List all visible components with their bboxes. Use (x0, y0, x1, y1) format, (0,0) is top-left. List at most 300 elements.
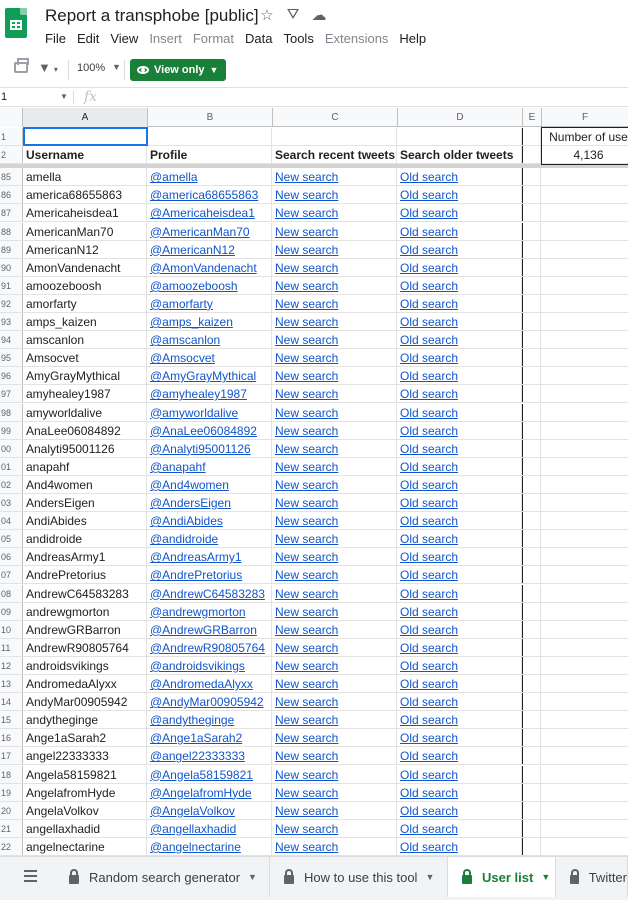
username-cell[interactable]: amscanlon (23, 331, 147, 348)
column-header-b[interactable]: B (148, 108, 273, 127)
new-search-link[interactable]: New search (272, 313, 397, 330)
menu-item-file[interactable]: File (45, 31, 66, 46)
new-search-link[interactable]: New search (272, 385, 397, 402)
chevron-down-icon[interactable]: ▼ (248, 872, 257, 882)
row-number[interactable]: 94 (0, 331, 23, 348)
menu-item-view[interactable]: View (110, 31, 139, 46)
cell-e[interactable] (522, 476, 541, 493)
cell-f[interactable] (541, 639, 628, 656)
cell-f[interactable] (541, 530, 628, 547)
cell-e[interactable] (522, 548, 541, 565)
profile-link[interactable]: @androidsvikings (147, 657, 272, 674)
new-search-link[interactable]: New search (272, 820, 397, 837)
document-title[interactable]: Report a transphobe [public] (45, 6, 259, 25)
new-search-link[interactable]: New search (272, 657, 397, 674)
sheets-logo-icon[interactable] (5, 8, 27, 38)
new-search-link[interactable]: New search (272, 295, 397, 312)
cell-f[interactable] (541, 820, 628, 837)
new-search-link[interactable]: New search (272, 512, 397, 529)
cell-e[interactable] (522, 494, 541, 511)
username-cell[interactable]: AmericanN12 (23, 241, 147, 258)
old-search-link[interactable]: Old search (397, 458, 522, 475)
row-number[interactable]: 10 (0, 621, 23, 638)
cell-e[interactable] (522, 313, 541, 330)
old-search-link[interactable]: Old search (397, 349, 522, 366)
new-search-link[interactable]: New search (272, 241, 397, 258)
row-number[interactable]: 92 (0, 295, 23, 312)
cell-e[interactable] (522, 295, 541, 312)
profile-link[interactable]: @AngelaVolkov (147, 802, 272, 819)
old-search-link[interactable]: Old search (397, 512, 522, 529)
old-search-link[interactable]: Old search (397, 204, 522, 221)
cell-f[interactable] (541, 331, 628, 348)
header-cell-search-older[interactable]: Search older tweets (397, 146, 522, 163)
new-search-link[interactable]: New search (272, 639, 397, 656)
new-search-link[interactable]: New search (272, 458, 397, 475)
row-number[interactable]: 14 (0, 693, 23, 710)
cell-f[interactable] (541, 476, 628, 493)
profile-link[interactable]: @Americaheisdea1 (147, 204, 272, 221)
new-search-link[interactable]: New search (272, 566, 397, 583)
sheet-tab-twitter[interactable] (556, 857, 628, 897)
cell-f[interactable] (541, 385, 628, 402)
sheet-tab-user-list[interactable] (448, 857, 556, 897)
new-search-link[interactable]: New search (272, 603, 397, 620)
cell-f[interactable] (541, 711, 628, 728)
cell-e[interactable] (522, 693, 541, 710)
old-search-link[interactable]: Old search (397, 440, 522, 457)
cell-e[interactable] (522, 241, 541, 258)
row-number[interactable]: 16 (0, 729, 23, 746)
cell-f[interactable] (541, 838, 628, 855)
profile-link[interactable]: @AmericanN12 (147, 241, 272, 258)
cell-f[interactable] (541, 458, 628, 475)
username-cell[interactable]: angelnectarine (23, 838, 147, 855)
row-number[interactable]: 13 (0, 675, 23, 692)
cell-f[interactable] (541, 566, 628, 583)
new-search-link[interactable]: New search (272, 494, 397, 511)
cell-f[interactable] (541, 440, 628, 457)
new-search-link[interactable]: New search (272, 277, 397, 294)
new-search-link[interactable]: New search (272, 747, 397, 764)
cell-f[interactable] (541, 241, 628, 258)
username-cell[interactable]: AndromedaAlyxx (23, 675, 147, 692)
old-search-link[interactable]: Old search (397, 404, 522, 421)
old-search-link[interactable]: Old search (397, 295, 522, 312)
row-number[interactable]: 91 (0, 277, 23, 294)
cell-e[interactable] (522, 802, 541, 819)
row-number[interactable]: 87 (0, 204, 23, 221)
cell-e[interactable] (522, 349, 541, 366)
username-cell[interactable]: AndiAbides (23, 512, 147, 529)
new-search-link[interactable]: New search (272, 422, 397, 439)
new-search-link[interactable]: New search (272, 621, 397, 638)
username-cell[interactable]: amorfarty (23, 295, 147, 312)
profile-link[interactable]: @AmericanMan70 (147, 223, 272, 240)
profile-link[interactable]: @america68655863 (147, 186, 272, 203)
username-cell[interactable]: Amsocvet (23, 349, 147, 366)
cell-f[interactable] (541, 657, 628, 674)
row-number[interactable]: 15 (0, 711, 23, 728)
cell-e[interactable] (522, 621, 541, 638)
profile-link[interactable]: @amoozeboosh (147, 277, 272, 294)
new-search-link[interactable]: New search (272, 204, 397, 221)
row-number[interactable]: 05 (0, 530, 23, 547)
new-search-link[interactable]: New search (272, 675, 397, 692)
cell-e[interactable] (522, 675, 541, 692)
username-cell[interactable]: And4women (23, 476, 147, 493)
old-search-link[interactable]: Old search (397, 476, 522, 493)
profile-link[interactable]: @angellaxhadid (147, 820, 272, 837)
row-number[interactable]: 12 (0, 657, 23, 674)
row-number[interactable]: 88 (0, 223, 23, 240)
profile-link[interactable]: @amps_kaizen (147, 313, 272, 330)
cell-f[interactable] (541, 621, 628, 638)
profile-link[interactable]: @amorfarty (147, 295, 272, 312)
header-cell-profile[interactable] (147, 128, 272, 145)
row-number[interactable]: 03 (0, 494, 23, 511)
cell-f[interactable] (541, 693, 628, 710)
username-cell[interactable]: amyhealey1987 (23, 385, 147, 402)
chevron-down-icon[interactable]: ▼ (425, 872, 435, 882)
user-count-value[interactable]: 4,136 (573, 148, 604, 163)
cell-f[interactable] (541, 729, 628, 746)
old-search-link[interactable]: Old search (397, 675, 522, 692)
row-number[interactable]: 1 (0, 128, 23, 145)
username-cell[interactable]: AmericanMan70 (23, 223, 147, 240)
header-cell-profile[interactable]: Profile (147, 146, 272, 163)
profile-link[interactable]: @amscanlon (147, 331, 272, 348)
new-search-link[interactable]: New search (272, 711, 397, 728)
cell-e[interactable] (522, 603, 541, 620)
old-search-link[interactable]: Old search (397, 566, 522, 583)
username-cell[interactable]: angel22333333 (23, 747, 147, 764)
header-cell-search-older[interactable] (397, 128, 522, 145)
profile-link[interactable]: @AndreasArmy1 (147, 548, 272, 565)
new-search-link[interactable]: New search (272, 693, 397, 710)
old-search-link[interactable]: Old search (397, 585, 522, 602)
new-search-link[interactable]: New search (272, 585, 397, 602)
cell-e[interactable] (522, 784, 541, 801)
profile-link[interactable]: @AndromedaAlyxx (147, 675, 272, 692)
row-number[interactable]: 04 (0, 512, 23, 529)
row-number[interactable]: 17 (0, 747, 23, 764)
old-search-link[interactable]: Old search (397, 729, 522, 746)
menu-item-extensions[interactable]: Extensions (324, 31, 389, 46)
old-search-link[interactable]: Old search (397, 313, 522, 330)
row-number[interactable]: 99 (0, 422, 23, 439)
cell-e[interactable] (522, 729, 541, 746)
profile-link[interactable]: @Analyti95001126 (147, 440, 272, 457)
print-icon[interactable] (14, 62, 28, 73)
profile-link[interactable]: @And4women (147, 476, 272, 493)
filter-icon[interactable]: ▼ ▾ (38, 60, 58, 75)
username-cell[interactable]: AndrewC64583283 (23, 585, 147, 602)
old-search-link[interactable]: Old search (397, 766, 522, 783)
new-search-link[interactable]: New search (272, 440, 397, 457)
username-cell[interactable]: AndreasArmy1 (23, 548, 147, 565)
old-search-link[interactable]: Old search (397, 784, 522, 801)
profile-link[interactable]: @AndersEigen (147, 494, 272, 511)
column-header-a[interactable]: A (23, 108, 148, 127)
username-cell[interactable]: andidroide (23, 530, 147, 547)
zoom-select[interactable]: 100% (77, 62, 106, 74)
cell-e[interactable] (522, 766, 541, 783)
row-number[interactable]: 90 (0, 259, 23, 276)
cell-f[interactable] (541, 313, 628, 330)
row-number[interactable]: 06 (0, 548, 23, 565)
row-number[interactable]: 2 (0, 146, 23, 163)
sheet-tab-how-to-use-this-tool[interactable] (270, 857, 448, 897)
cell-e[interactable] (522, 331, 541, 348)
row-number[interactable]: 21 (0, 820, 23, 837)
row-number[interactable]: 19 (0, 784, 23, 801)
new-search-link[interactable]: New search (272, 331, 397, 348)
profile-link[interactable]: @AndyMar00905942 (147, 693, 272, 710)
cell-f[interactable] (541, 766, 628, 783)
username-cell[interactable]: amyworldalive (23, 404, 147, 421)
old-search-link[interactable]: Old search (397, 603, 522, 620)
cell-e[interactable] (522, 404, 541, 421)
old-search-link[interactable]: Old search (397, 241, 522, 258)
profile-link[interactable]: @amella (147, 168, 272, 185)
old-search-link[interactable]: Old search (397, 186, 522, 203)
cell-f[interactable] (541, 675, 628, 692)
cell-f[interactable] (541, 784, 628, 801)
old-search-link[interactable]: Old search (397, 422, 522, 439)
cell-e[interactable] (522, 566, 541, 583)
cell-e[interactable] (522, 711, 541, 728)
profile-link[interactable]: @AndrewC64583283 (147, 585, 272, 602)
menu-item-tools[interactable]: Tools (283, 31, 314, 46)
old-search-link[interactable]: Old search (397, 494, 522, 511)
header-cell-search-recent[interactable]: Search recent tweets (272, 146, 397, 163)
username-cell[interactable]: AngelaVolkov (23, 802, 147, 819)
cell-f[interactable] (541, 422, 628, 439)
row-number[interactable]: 86 (0, 186, 23, 203)
row-number[interactable]: 89 (0, 241, 23, 258)
profile-link[interactable]: @angel22333333 (147, 747, 272, 764)
profile-link[interactable]: @AnaLee06084892 (147, 422, 272, 439)
profile-link[interactable]: @andidroide (147, 530, 272, 547)
menu-item-data[interactable]: Data (245, 31, 273, 46)
new-search-link[interactable]: New search (272, 766, 397, 783)
old-search-link[interactable]: Old search (397, 259, 522, 276)
profile-link[interactable]: @AndrewGRBarron (147, 621, 272, 638)
cell-f[interactable] (541, 259, 628, 276)
cell-e[interactable] (522, 747, 541, 764)
profile-link[interactable]: @anapahf (147, 458, 272, 475)
cell-f[interactable] (541, 548, 628, 565)
new-search-link[interactable]: New search (272, 223, 397, 240)
profile-link[interactable]: @Amsocvet (147, 349, 272, 366)
column-header-e[interactable]: E (523, 108, 542, 127)
cell-f[interactable] (541, 349, 628, 366)
row-number[interactable]: 22 (0, 838, 23, 855)
profile-link[interactable]: @AngelafromHyde (147, 784, 272, 801)
profile-link[interactable]: @AndrePretorius (147, 566, 272, 583)
new-search-link[interactable]: New search (272, 802, 397, 819)
username-cell[interactable]: AndersEigen (23, 494, 147, 511)
old-search-link[interactable]: Old search (397, 223, 522, 240)
cell-f[interactable] (541, 512, 628, 529)
profile-link[interactable]: @AndrewR90805764 (147, 639, 272, 656)
cell-e[interactable] (522, 204, 541, 221)
username-cell[interactable]: andrewgmorton (23, 603, 147, 620)
new-search-link[interactable]: New search (272, 186, 397, 203)
profile-link[interactable]: @amyworldalive (147, 404, 272, 421)
username-cell[interactable]: AndyMar00905942 (23, 693, 147, 710)
new-search-link[interactable]: New search (272, 259, 397, 276)
row-number[interactable]: 98 (0, 404, 23, 421)
old-search-link[interactable]: Old search (397, 639, 522, 656)
row-number[interactable]: 20 (0, 802, 23, 819)
row-number[interactable]: 02 (0, 476, 23, 493)
old-search-link[interactable]: Old search (397, 385, 522, 402)
old-search-link[interactable]: Old search (397, 331, 522, 348)
chevron-down-icon[interactable]: ▼ (541, 872, 551, 882)
username-cell[interactable]: america68655863 (23, 186, 147, 203)
row-number[interactable]: 09 (0, 603, 23, 620)
zoom-caret-icon[interactable]: ▼ (112, 62, 121, 72)
menu-item-format[interactable]: Format (192, 31, 234, 46)
row-number[interactable]: 00 (0, 440, 23, 457)
cell-e[interactable] (522, 146, 541, 163)
username-cell[interactable]: Analyti95001126 (23, 440, 147, 457)
old-search-link[interactable]: Old search (397, 820, 522, 837)
cell-e[interactable] (522, 186, 541, 203)
new-search-link[interactable]: New search (272, 404, 397, 421)
cell-f[interactable] (541, 223, 628, 240)
header-cell-username[interactable]: Username (23, 146, 147, 163)
username-cell[interactable]: AngelafromHyde (23, 784, 147, 801)
old-search-link[interactable]: Old search (397, 747, 522, 764)
username-cell[interactable]: angellaxhadid (23, 820, 147, 837)
new-search-link[interactable]: New search (272, 530, 397, 547)
cell-e[interactable] (522, 820, 541, 837)
old-search-link[interactable]: Old search (397, 530, 522, 547)
header-cell-search-recent[interactable] (272, 128, 397, 145)
new-search-link[interactable]: New search (272, 729, 397, 746)
username-cell[interactable]: amps_kaizen (23, 313, 147, 330)
username-cell[interactable]: amoozeboosh (23, 277, 147, 294)
row-number[interactable]: 18 (0, 766, 23, 783)
row-number[interactable]: 01 (0, 458, 23, 475)
username-cell[interactable]: AndrePretorius (23, 566, 147, 583)
cell-f[interactable] (541, 603, 628, 620)
row-number[interactable]: 08 (0, 585, 23, 602)
profile-link[interactable]: @andytheginge (147, 711, 272, 728)
cell-f[interactable] (541, 585, 628, 602)
username-cell[interactable]: anapahf (23, 458, 147, 475)
profile-link[interactable]: @AmonVandenacht (147, 259, 272, 276)
cell-f[interactable] (541, 277, 628, 294)
select-all-corner[interactable] (0, 108, 23, 127)
cloud-status-icon[interactable]: ☁ (311, 7, 327, 24)
cell-e[interactable] (522, 223, 541, 240)
row-number[interactable]: 11 (0, 639, 23, 656)
cell-e[interactable] (522, 639, 541, 656)
new-search-link[interactable]: New search (272, 168, 397, 185)
username-cell[interactable]: andytheginge (23, 711, 147, 728)
cell-e[interactable] (522, 530, 541, 547)
username-cell[interactable]: AmyGrayMythical (23, 367, 147, 384)
old-search-link[interactable]: Old search (397, 168, 522, 185)
cell-e[interactable] (522, 367, 541, 384)
row-number[interactable]: 97 (0, 385, 23, 402)
name-box-caret-icon[interactable]: ▼ (60, 92, 68, 101)
profile-link[interactable]: @angelnectarine (147, 838, 272, 855)
row-number[interactable]: 85 (0, 168, 23, 185)
user-count-label[interactable]: Number of use (549, 130, 628, 144)
old-search-link[interactable]: Old search (397, 657, 522, 674)
new-search-link[interactable]: New search (272, 838, 397, 855)
cell-f[interactable] (541, 747, 628, 764)
profile-link[interactable]: @amyhealey1987 (147, 385, 272, 402)
profile-link[interactable]: @AndiAbides (147, 512, 272, 529)
name-box[interactable]: 1 (1, 91, 8, 103)
cell-e[interactable] (522, 440, 541, 457)
cell-f[interactable] (541, 168, 628, 185)
column-header-f[interactable]: F (581, 112, 589, 123)
username-cell[interactable]: AmonVandenacht (23, 259, 147, 276)
cell-f[interactable] (541, 802, 628, 819)
profile-link[interactable]: @Ange1aSarah2 (147, 729, 272, 746)
cell-f[interactable] (541, 186, 628, 203)
move-to-drive-icon[interactable]: ⛛ (286, 6, 300, 23)
sheet-tab-random-search-generator[interactable] (55, 857, 270, 897)
cell-e[interactable] (522, 838, 541, 855)
profile-link[interactable]: @AmyGrayMythical (147, 367, 272, 384)
cell-e[interactable] (522, 512, 541, 529)
new-search-link[interactable]: New search (272, 784, 397, 801)
profile-link[interactable]: @Angela58159821 (147, 766, 272, 783)
cell-e[interactable] (522, 259, 541, 276)
old-search-link[interactable]: Old search (397, 548, 522, 565)
cell-e[interactable] (522, 585, 541, 602)
cell-e[interactable] (522, 422, 541, 439)
cell-e[interactable] (522, 168, 541, 185)
old-search-link[interactable]: Old search (397, 802, 522, 819)
username-cell[interactable]: amella (23, 168, 147, 185)
column-header-c[interactable]: C (273, 108, 398, 127)
username-cell[interactable]: AndrewGRBarron (23, 621, 147, 638)
cell-f[interactable] (541, 494, 628, 511)
username-cell[interactable]: AnaLee06084892 (23, 422, 147, 439)
row-number[interactable]: 93 (0, 313, 23, 330)
username-cell[interactable]: androidsvikings (23, 657, 147, 674)
new-search-link[interactable]: New search (272, 367, 397, 384)
old-search-link[interactable]: Old search (397, 711, 522, 728)
cell-e[interactable] (522, 128, 541, 145)
menu-item-edit[interactable]: Edit (76, 31, 100, 46)
cell-e[interactable] (522, 657, 541, 674)
profile-link[interactable]: @andrewgmorton (147, 603, 272, 620)
username-cell[interactable]: Angela58159821 (23, 766, 147, 783)
old-search-link[interactable]: Old search (397, 621, 522, 638)
all-sheets-menu-icon[interactable] (24, 870, 37, 885)
cell-e[interactable] (522, 458, 541, 475)
old-search-link[interactable]: Old search (397, 367, 522, 384)
old-search-link[interactable]: Old search (397, 277, 522, 294)
username-cell[interactable]: Ange1aSarah2 (23, 729, 147, 746)
new-search-link[interactable]: New search (272, 476, 397, 493)
cell-f[interactable] (541, 295, 628, 312)
new-search-link[interactable]: New search (272, 349, 397, 366)
view-only-button[interactable] (130, 59, 226, 81)
row-number[interactable]: 96 (0, 367, 23, 384)
cell-e[interactable] (522, 277, 541, 294)
